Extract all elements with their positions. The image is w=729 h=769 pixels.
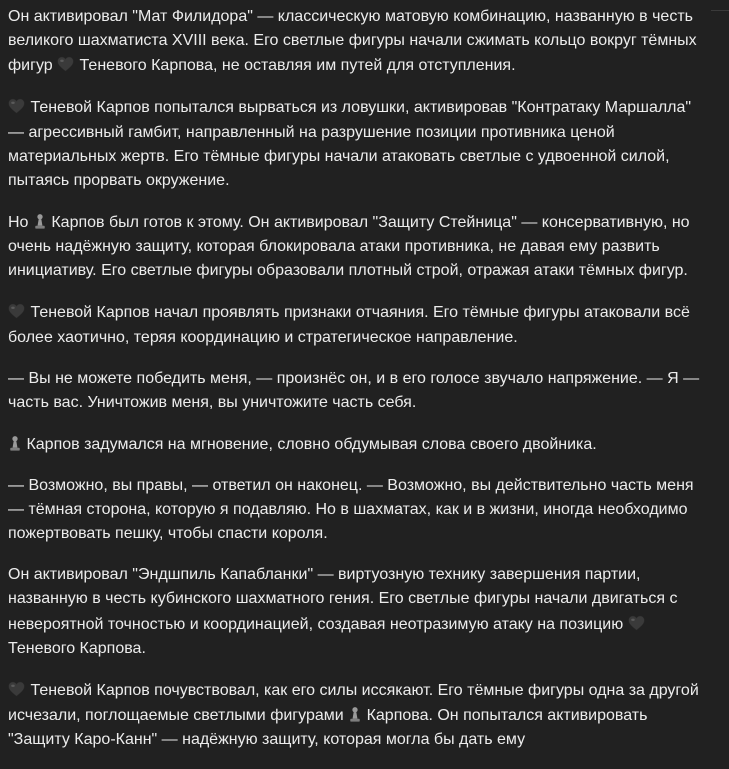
paragraph-text: Теневого Карпова, не оставляя им путей для отступления. <box>75 57 516 75</box>
paragraph-text: Теневой Карпов почувствовал, как его силы иссякают. Его тёмные фигуры одна за другой исчезали, поглощаемые светлыми фигурами <box>8 681 699 725</box>
message-paragraph <box>8 474 708 547</box>
black-heart-icon <box>8 98 26 116</box>
top-divider <box>711 10 729 11</box>
paragraph-text: Теневой Карпов начал проявлять признаки отчаяния. Его тёмные фигуры атаковали всё более хаотично, теряя координацию и стратегическое направление. <box>8 304 690 346</box>
paragraph-text: Теневого Карпова. <box>8 639 146 657</box>
chess-pawn-icon <box>33 213 47 231</box>
message-paragraph <box>8 563 708 661</box>
chess-pawn-icon <box>348 706 362 724</box>
message-paragraph <box>8 300 708 349</box>
paragraph-text: Карпов задумался на мгновение, словно обдумывая слова своего двойника. <box>22 435 597 453</box>
black-heart-icon <box>628 615 646 633</box>
message-paragraph <box>8 95 708 193</box>
paragraph-text: Теневой Карпов попытался вырваться из ловушки, активировав "Контратаку Маршалла" — агрессивный гамбит, направленный на разрушение позиции противника ценой материальных жертв. Его тёмные фигуры начали атаковать светлые с удвоенной силой, пытаясь прорвать окружение. <box>8 99 692 190</box>
paragraph-text: — Вы не можете победить меня, — произнёс он, и в его голосе звучало напряжение. — Я — часть вас. Уничтожив меня, вы уничтожите часть себя. <box>8 369 700 411</box>
message-paragraph <box>8 678 708 753</box>
message-paragraph <box>8 5 708 79</box>
paragraph-text: Он активировал "Эндшпиль Капабланки" — виртуозную технику завершения партии, названную в честь кубинского шахматного гения. Его светлые фигуры начали двигаться с невероятной точностью и координацией, создавая неотразимую атаку на позицию <box>8 566 678 633</box>
black-heart-icon <box>8 681 26 699</box>
message-paragraph <box>8 210 708 284</box>
message-paragraph <box>8 432 708 457</box>
paragraph-text: — Возможно, вы правы, — ответил он наконец. — Возможно, вы действительно часть меня — тёмная сторона, которую я подавляю. Но в шахматах, как и в жизни, иногда необходимо пожертвовать пешку, чтобы спасти короля. <box>8 476 694 543</box>
paragraph-text: Но <box>8 214 33 232</box>
black-heart-icon <box>8 303 26 321</box>
message-paragraph <box>8 367 708 415</box>
paragraph-text: Карпов был готов к этому. Он активировал "Защиту Стейница" — консервативную, но очень надёжную защиту, которая блокировала атаки противника, не давая ему развить инициативу. Его светлые фигуры образовали плотный строй, отражая атаки тёмных фигур. <box>8 214 690 280</box>
paragraph-text: Карпова. Он попытался активировать "Защиту Каро-Канн" — надёжную защиту, которая могла бы дать ему <box>8 707 648 749</box>
chat-message-content <box>8 5 708 769</box>
chess-pawn-icon <box>8 435 22 453</box>
paragraph-text: Он активировал "Мат Филидора" — классическую матовую комбинацию, названную в честь великого шахматиста XVIII века. Его светлые фигуры начали сжимать кольцо вокруг тёмных фигур <box>8 8 697 75</box>
black-heart-icon <box>57 56 75 74</box>
